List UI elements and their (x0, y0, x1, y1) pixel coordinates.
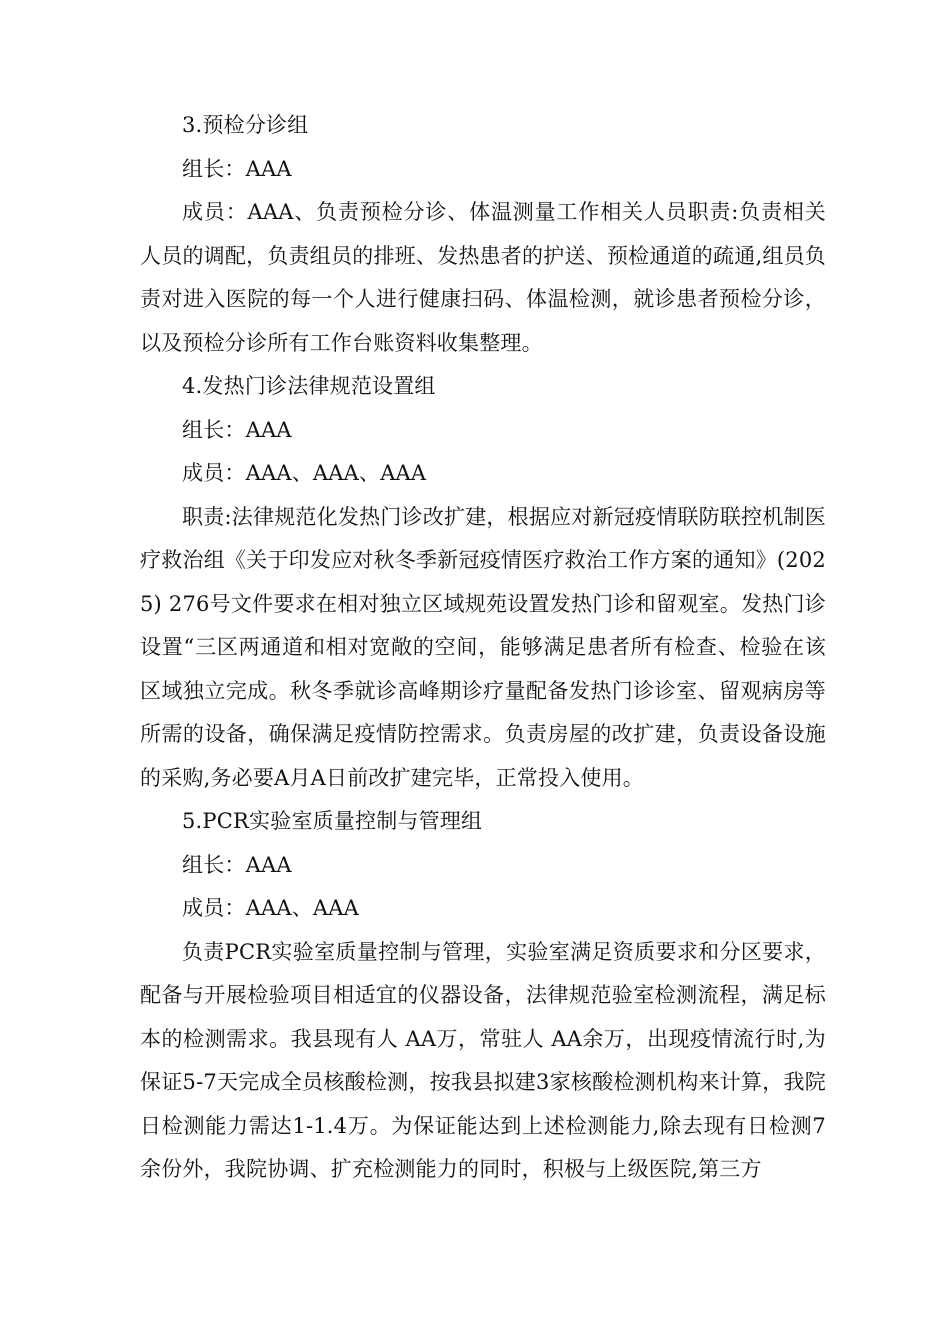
group-leader-line: 组长：AAA (182, 417, 292, 442)
section-heading-pre-triage: 3.预检分诊组 (182, 113, 309, 137)
duties-paragraph: 职责:法律规范化发热门诊改扩建，根据应对新冠疫情联防联控机制医疗救治组《关于印发应对秋冬季新冠疫情医疗救治工作方案的通知》(2025) 276号文件要求在相对独立区域规苑设置发热门诊和留观室。发热门诊设置“三区两通道和相对宽敞的空间，能够满足患者所有检查、检验在该区域独立完成。秋冬季就诊高峰期诊疗量配备发热门诊诊室、留观病房等所需的设备，确保满足疫情防控需求。负责房屋的改扩建，负责设备设施的采购,务必要A月A日前改扩建完毕，正常投入使用。 (140, 504, 826, 790)
section-heading-fever-clinic: 4.发热门诊法律规范设置组 (182, 374, 436, 398)
group-leader-line: 组长：AAA (182, 156, 292, 181)
document-body (140, 104, 826, 1192)
members-line: 成员：AAA、AAA、AAA (182, 461, 427, 485)
group-leader-line: 组长：AAA (182, 852, 292, 877)
members-line: 成员：AAA、AAA (182, 896, 359, 920)
section-heading-pcr-lab: 5.PCR实验室质量控制与管理组 (182, 809, 483, 833)
members-duties-paragraph: 成员：AAA、负责预检分诊、体温测量工作相关人员职责:负责相关人员的调配，负责组员的排班、发热患者的护送、预检通道的疏通,组员负责对进入医院的每一个人进行健康扫码、体温检测，就诊患者预检分诊，以及预检分诊所有工作台账资料收集整理。 (140, 200, 826, 355)
pcr-lab-paragraph: 负责PCR实验室质量控制与管理，实验室满足资质要求和分区要求，配备与开展检验项目相适宜的仪器设备，法律规范验室检测流程，满足标本的检测需求。我县现有人 AA万，常驻人 AA余万，出现疫情流行时,为保证5-7天完成全员核酸检测，按我县拟建3家核酸检测机构来计算，我院日检测能力需达1-1.4万。为保证能达到上述检测能力,除去现有日检测7余份外，我院协调、扩充检测能力的同时，积极与上级医院,第三方 (140, 939, 826, 1181)
